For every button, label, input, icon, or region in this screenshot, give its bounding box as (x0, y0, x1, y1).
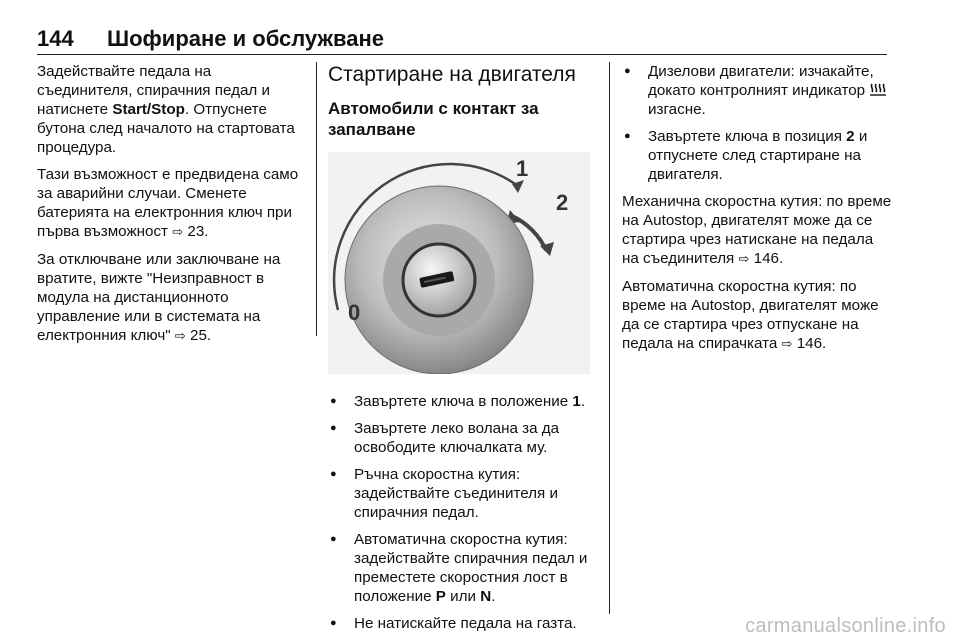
page-ref[interactable]: 23. (187, 223, 209, 240)
list-item: ● Завъртете ключа в позиция 2 и отпуснете след стартиране на двигателя. (622, 127, 892, 184)
page-ref[interactable]: 146. (796, 335, 827, 352)
page-ref-arrow-icon: ⇨ (781, 337, 793, 352)
list-item: ● Завъртете ключа в положение 1. (328, 392, 596, 411)
page-number: 144 (37, 26, 74, 51)
section-title: Стартиране на двигателя (328, 63, 576, 86)
paragraph: Автоматична скоростна кутия: по време на Autostop, двигателят може да се стартира чрез отпускане на педала на спирачката ⇨ 146. (622, 278, 879, 352)
page-ref-arrow-icon: ⇨ (738, 252, 750, 267)
column-right (622, 62, 892, 362)
ignition-lock-illustration (328, 152, 590, 374)
page-ref[interactable]: 146. (753, 250, 784, 267)
column-left (37, 62, 309, 354)
position-1-label: 1 (516, 156, 529, 181)
position-2-label: 2 (556, 190, 569, 215)
list-item: ● Дизелови двигатели: изчакайте, докато контролният индикатор изгасне. (622, 62, 892, 119)
list-item: ● Ръчна скоростна кутия: задействайте съединителя и спирачния педал. (328, 465, 596, 522)
watermark: carmanualsonline.info (745, 615, 946, 637)
column-divider (609, 62, 610, 614)
paragraph: Тази възможност е предвидена само за аварийни случаи. Сменете батерията на електронния ключ при първа възможност ⇨ 23. (37, 166, 299, 240)
position-0-label: 0 (348, 300, 361, 325)
start-stop-label: Start/Stop (112, 101, 185, 118)
start-steps-list-continued (622, 62, 892, 184)
start-steps-list (328, 392, 596, 633)
page-ref-arrow-icon: ⇨ (174, 329, 186, 344)
column-middle (328, 62, 596, 641)
page-title: Шофиране и обслужване (107, 26, 385, 51)
paragraph: Задействайте педала на съединителя, спирачния педал и натиснете Start/Stop. Отпуснете бутона след началото на стартовата процедура. (37, 63, 295, 156)
glow-plug-indicator-icon (869, 83, 887, 96)
paragraph: Механична скоростна кутия: по време на Autostop, двигателят може да се стартира чрез натискане на педала на съединителя ⇨ 146. (622, 193, 892, 267)
ignition-figure (328, 152, 590, 374)
page-header (37, 26, 887, 55)
section-subtitle: Автомобили с контакт за запалване (328, 99, 539, 139)
page-ref[interactable]: 25. (190, 327, 212, 344)
list-item: ● Завъртете леко волана за да освободите ключалката му. (328, 419, 596, 457)
list-item: ● Автоматична скоростна кутия: задействайте спирачния педал и преместете скоростния лост в положение P или N. (328, 530, 596, 606)
page-ref-arrow-icon: ⇨ (172, 225, 184, 240)
column-divider (316, 62, 317, 336)
paragraph: За отключване или заключване на вратите, вижте "Неизправност в модула на дистанционното управление или в системата на електронния ключ" ⇨ 25. (37, 251, 281, 344)
list-item: ● Не натискайте педала на газта. (328, 614, 596, 633)
